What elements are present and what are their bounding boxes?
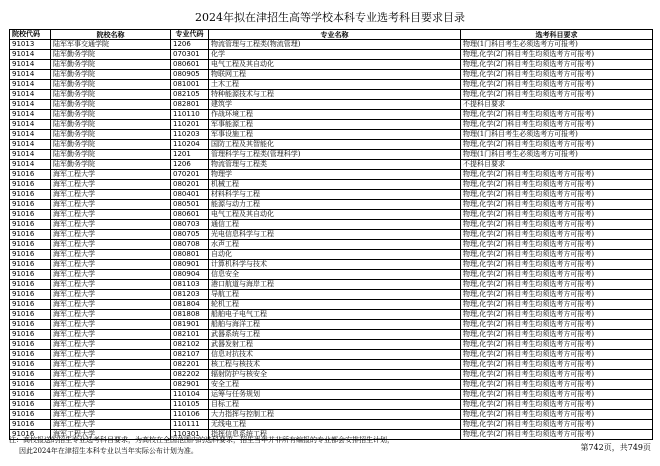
table-row <box>10 370 653 380</box>
cell-subject-requirement: 不提科目要求 <box>461 100 653 110</box>
cell-major-name: 辐射防护与核安全 <box>209 370 461 380</box>
cell-subject-requirement: 物理,化学(2门科目考生均须选考方可报考) <box>461 390 653 400</box>
cell-institution-name: 海军工程大学 <box>51 210 171 220</box>
cell-major-code: 110110 <box>171 110 209 120</box>
table-row <box>10 350 653 360</box>
cell-institution-code: 91016 <box>10 300 51 310</box>
cell-institution-code: 91016 <box>10 250 51 260</box>
cell-institution-name: 海军工程大学 <box>51 340 171 350</box>
cell-institution-code: 91016 <box>10 340 51 350</box>
cell-institution-code: 91016 <box>10 170 51 180</box>
cell-major-code: 1206 <box>171 160 209 170</box>
cell-subject-requirement: 物理,化学(2门科目考生均须选考方可报考) <box>461 60 653 70</box>
cell-major-name: 水声工程 <box>209 240 461 250</box>
cell-subject-requirement: 物理,化学(2门科目考生均须选考方可报考) <box>461 50 653 60</box>
cell-institution-name: 海军工程大学 <box>51 360 171 370</box>
cell-institution-code: 91016 <box>10 190 51 200</box>
cell-major-code: 1206 <box>171 40 209 50</box>
cell-major-name: 核工程与核技术 <box>209 360 461 370</box>
cell-subject-requirement: 物理,化学(2门科目考生均须选考方可报考) <box>461 330 653 340</box>
cell-major-name: 自动化 <box>209 250 461 260</box>
header-subject-requirement: 选考科目要求 <box>461 30 653 40</box>
cell-institution-name: 陆军勤务学院 <box>51 70 171 80</box>
cell-institution-code: 91016 <box>10 390 51 400</box>
cell-institution-code: 91016 <box>10 380 51 390</box>
cell-institution-name: 陆军勤务学院 <box>51 150 171 160</box>
cell-major-code: 082102 <box>171 340 209 350</box>
cell-major-code: 081901 <box>171 320 209 330</box>
cell-major-code: 110201 <box>171 120 209 130</box>
table-row <box>10 220 653 230</box>
cell-major-name: 轮机工程 <box>209 300 461 310</box>
cell-major-name: 计算机科学与技术 <box>209 260 461 270</box>
cell-subject-requirement: 物理,化学(2门科目考生均须选考方可报考) <box>461 250 653 260</box>
table-row <box>10 130 653 140</box>
table-row <box>10 320 653 330</box>
cell-major-code: 081804 <box>171 300 209 310</box>
cell-subject-requirement: 物理,化学(2门科目考生均须选考方可报考) <box>461 120 653 130</box>
cell-major-name: 运筹与任务规划 <box>209 390 461 400</box>
cell-major-name: 材料科学与工程 <box>209 190 461 200</box>
cell-institution-name: 海军工程大学 <box>51 380 171 390</box>
cell-institution-code: 91014 <box>10 80 51 90</box>
cell-major-name: 物流管理与工程类(物流管理) <box>209 40 461 50</box>
cell-major-code: 080904 <box>171 270 209 280</box>
cell-major-code: 082107 <box>171 350 209 360</box>
cell-subject-requirement: 物理,化学(2门科目考生均须选考方可报考) <box>461 200 653 210</box>
cell-institution-code: 91016 <box>10 310 51 320</box>
table-row <box>10 360 653 370</box>
cell-subject-requirement: 物理,化学(2门科目考生均须选考方可报考) <box>461 350 653 360</box>
cell-subject-requirement: 物理,化学(2门科目考生均须选考方可报考) <box>461 220 653 230</box>
cell-institution-code: 91016 <box>10 350 51 360</box>
cell-institution-code: 91016 <box>10 410 51 420</box>
cell-institution-name: 海军工程大学 <box>51 290 171 300</box>
cell-subject-requirement: 物理,化学(2门科目考生均须选考方可报考) <box>461 280 653 290</box>
cell-institution-name: 陆军勤务学院 <box>51 160 171 170</box>
table-row <box>10 70 653 80</box>
cell-subject-requirement: 物理,化学(2门科目考生均须选考方可报考) <box>461 180 653 190</box>
cell-major-name: 物理学 <box>209 170 461 180</box>
cell-major-name: 国防工程及其智能化 <box>209 140 461 150</box>
cell-subject-requirement: 物理(1门科目考生必须选考方可报考) <box>461 130 653 140</box>
table-row <box>10 270 653 280</box>
cell-institution-code: 91016 <box>10 270 51 280</box>
cell-major-code: 080401 <box>171 190 209 200</box>
cell-institution-name: 陆军勤务学院 <box>51 140 171 150</box>
cell-major-name: 光电信息科学与工程 <box>209 230 461 240</box>
cell-institution-code: 91014 <box>10 120 51 130</box>
header-institution-code: 院校代码 <box>10 30 51 40</box>
cell-major-code: 080201 <box>171 180 209 190</box>
cell-institution-name: 海军工程大学 <box>51 230 171 240</box>
cell-institution-code: 91014 <box>10 90 51 100</box>
cell-major-name: 武器系统与工程 <box>209 330 461 340</box>
cell-institution-name: 海军工程大学 <box>51 260 171 270</box>
cell-subject-requirement: 物理,化学(2门科目考生均须选考方可报考) <box>461 420 653 430</box>
cell-major-name: 能源与动力工程 <box>209 200 461 210</box>
cell-subject-requirement: 物理(1门科目考生必须选考方可报考) <box>461 40 653 50</box>
table-row <box>10 300 653 310</box>
cell-major-code: 082901 <box>171 380 209 390</box>
cell-institution-code: 91016 <box>10 370 51 380</box>
cell-major-name: 港口航道与海岸工程 <box>209 280 461 290</box>
table-header-row <box>10 30 653 40</box>
cell-institution-name: 海军工程大学 <box>51 370 171 380</box>
cell-institution-code: 91016 <box>10 200 51 210</box>
cell-major-name: 军事设施工程 <box>209 130 461 140</box>
cell-major-name: 武器发射工程 <box>209 340 461 350</box>
cell-major-code: 110105 <box>171 400 209 410</box>
cell-institution-name: 海军工程大学 <box>51 300 171 310</box>
table-row <box>10 200 653 210</box>
cell-major-name: 信息对抗技术 <box>209 350 461 360</box>
cell-institution-code: 91016 <box>10 330 51 340</box>
cell-subject-requirement: 物理,化学(2门科目考生均须选考方可报考) <box>461 90 653 100</box>
cell-institution-name: 海军工程大学 <box>51 220 171 230</box>
table-row <box>10 140 653 150</box>
cell-subject-requirement: 物理,化学(2门科目考生均须选考方可报考) <box>461 270 653 280</box>
cell-institution-code: 91014 <box>10 70 51 80</box>
cell-major-name: 物流管理与工程类 <box>209 160 461 170</box>
cell-institution-code: 91013 <box>10 40 51 50</box>
cell-institution-name: 海军工程大学 <box>51 350 171 360</box>
cell-subject-requirement: 物理,化学(2门科目考生均须选考方可报考) <box>461 240 653 250</box>
cell-major-code: 081203 <box>171 290 209 300</box>
table-row <box>10 150 653 160</box>
table-row <box>10 190 653 200</box>
cell-major-code: 110204 <box>171 140 209 150</box>
cell-major-code: 080501 <box>171 200 209 210</box>
cell-subject-requirement: 物理,化学(2门科目考生均须选考方可报考) <box>461 290 653 300</box>
cell-institution-name: 海军工程大学 <box>51 190 171 200</box>
cell-major-name: 大力指挥与控制工程 <box>209 410 461 420</box>
cell-subject-requirement: 物理,化学(2门科目考生均须选考方可报考) <box>461 170 653 180</box>
table-row <box>10 90 653 100</box>
cell-institution-name: 海军工程大学 <box>51 310 171 320</box>
cell-major-code: 1201 <box>171 150 209 160</box>
cell-major-name: 特种能源技术与工程 <box>209 90 461 100</box>
cell-institution-name: 海军工程大学 <box>51 400 171 410</box>
cell-institution-name: 陆军勤务学院 <box>51 110 171 120</box>
cell-major-code: 080703 <box>171 220 209 230</box>
cell-institution-code: 91016 <box>10 210 51 220</box>
table-row <box>10 280 653 290</box>
cell-major-code: 110106 <box>171 410 209 420</box>
table-row <box>10 410 653 420</box>
cell-subject-requirement: 物理(1门科目考生必须选考方可报考) <box>461 150 653 160</box>
footnote-line-1: 注：高校报送的招生专业选考科目要求，为高校在全国范围内的选科要求，招生当年并非所有编报的专业都会安排招生计划， <box>9 436 394 444</box>
cell-subject-requirement: 物理,化学(2门科目考生均须选考方可报考) <box>461 410 653 420</box>
cell-major-name: 土木工程 <box>209 80 461 90</box>
cell-subject-requirement: 物理,化学(2门科目考生均须选考方可报考) <box>461 190 653 200</box>
cell-major-code: 080705 <box>171 230 209 240</box>
cell-institution-code: 91016 <box>10 280 51 290</box>
cell-major-code: 080601 <box>171 60 209 70</box>
cell-major-name: 通信工程 <box>209 220 461 230</box>
cell-institution-name: 海军工程大学 <box>51 270 171 280</box>
cell-major-name: 无线电工程 <box>209 420 461 430</box>
cell-major-code: 110203 <box>171 130 209 140</box>
cell-major-code: 080801 <box>171 250 209 260</box>
cell-institution-code: 91014 <box>10 140 51 150</box>
cell-major-name: 目标工程 <box>209 400 461 410</box>
table-row <box>10 390 653 400</box>
table-row <box>10 380 653 390</box>
cell-institution-name: 海军工程大学 <box>51 390 171 400</box>
cell-major-name: 作战环境工程 <box>209 110 461 120</box>
table-row <box>10 340 653 350</box>
cell-major-code: 082202 <box>171 370 209 380</box>
table-row <box>10 240 653 250</box>
cell-major-name: 建筑学 <box>209 100 461 110</box>
table-row <box>10 180 653 190</box>
cell-major-code: 080905 <box>171 70 209 80</box>
cell-institution-name: 海军工程大学 <box>51 280 171 290</box>
table-row <box>10 250 653 260</box>
cell-major-name: 物联网工程 <box>209 70 461 80</box>
table-row <box>10 80 653 90</box>
cell-institution-name: 陆军勤务学院 <box>51 130 171 140</box>
cell-institution-name: 陆军勤务学院 <box>51 90 171 100</box>
table-row <box>10 330 653 340</box>
cell-institution-name: 陆军勤务学院 <box>51 100 171 110</box>
cell-institution-code: 91016 <box>10 320 51 330</box>
cell-major-code: 080601 <box>171 210 209 220</box>
cell-institution-name: 海军工程大学 <box>51 420 171 430</box>
cell-major-code: 080708 <box>171 240 209 250</box>
table-row <box>10 160 653 170</box>
cell-institution-name: 陆军勤务学院 <box>51 120 171 130</box>
cell-subject-requirement: 物理,化学(2门科目考生均须选考方可报考) <box>461 140 653 150</box>
cell-institution-code: 91016 <box>10 420 51 430</box>
cell-major-name: 指挥信息系统工程 <box>209 430 461 440</box>
cell-institution-name: 海军工程大学 <box>51 330 171 340</box>
table-row <box>10 420 653 430</box>
cell-institution-code: 91014 <box>10 110 51 120</box>
table-row <box>10 310 653 320</box>
cell-major-code: 081808 <box>171 310 209 320</box>
cell-major-name: 管理科学与工程类(管理科学) <box>209 150 461 160</box>
cell-institution-code: 91014 <box>10 130 51 140</box>
cell-institution-name: 海军工程大学 <box>51 240 171 250</box>
cell-subject-requirement: 物理,化学(2门科目考生均须选考方可报考) <box>461 340 653 350</box>
table-row <box>10 170 653 180</box>
header-major-name: 专业名称 <box>209 30 461 40</box>
footnote-line-2: 因此2024年在津招生本科专业以当年实际公布计划为准。 <box>19 447 198 455</box>
cell-major-name: 船舶与海洋工程 <box>209 320 461 330</box>
cell-subject-requirement: 不提科目要求 <box>461 160 653 170</box>
cell-major-code: 082105 <box>171 90 209 100</box>
table-row <box>10 230 653 240</box>
header-institution-name: 院校名称 <box>51 30 171 40</box>
cell-major-code: 070201 <box>171 170 209 180</box>
cell-major-code: 110301 <box>171 430 209 440</box>
table-row <box>10 50 653 60</box>
cell-institution-code: 91016 <box>10 230 51 240</box>
cell-major-name: 军事能源工程 <box>209 120 461 130</box>
cell-major-code: 082201 <box>171 360 209 370</box>
cell-institution-code: 91016 <box>10 290 51 300</box>
cell-subject-requirement: 物理,化学(2门科目考生均须选考方可报考) <box>461 430 653 440</box>
cell-subject-requirement: 物理,化学(2门科目考生均须选考方可报考) <box>461 260 653 270</box>
table-body <box>10 40 653 440</box>
cell-institution-code: 91016 <box>10 220 51 230</box>
cell-institution-code: 91016 <box>10 400 51 410</box>
cell-major-code: 082801 <box>171 100 209 110</box>
cell-major-name: 电气工程及其自动化 <box>209 60 461 70</box>
cell-institution-name: 海军工程大学 <box>51 410 171 420</box>
cell-subject-requirement: 物理,化学(2门科目考生均须选考方可报考) <box>461 310 653 320</box>
cell-institution-name: 海军工程大学 <box>51 250 171 260</box>
cell-major-code: 081001 <box>171 80 209 90</box>
cell-major-name: 电气工程及其自动化 <box>209 210 461 220</box>
cell-major-code: 082101 <box>171 330 209 340</box>
table-row <box>10 100 653 110</box>
cell-institution-name: 海军工程大学 <box>51 320 171 330</box>
cell-institution-code: 91014 <box>10 150 51 160</box>
cell-institution-name: 海军工程大学 <box>51 200 171 210</box>
cell-institution-code: 91016 <box>10 430 51 440</box>
cell-major-code: 081103 <box>171 280 209 290</box>
cell-institution-code: 91016 <box>10 360 51 370</box>
cell-subject-requirement: 物理,化学(2门科目考生均须选考方可报考) <box>461 320 653 330</box>
cell-subject-requirement: 物理,化学(2门科目考生均须选考方可报考) <box>461 80 653 90</box>
cell-subject-requirement: 物理,化学(2门科目考生均须选考方可报考) <box>461 210 653 220</box>
cell-subject-requirement: 物理,化学(2门科目考生均须选考方可报考) <box>461 110 653 120</box>
cell-institution-name: 陆军军事交通学院 <box>51 40 171 50</box>
cell-major-code: 110104 <box>171 390 209 400</box>
page-number: 第742页，共749页 <box>580 443 651 452</box>
cell-subject-requirement: 物理,化学(2门科目考生均须选考方可报考) <box>461 300 653 310</box>
cell-institution-name: 海军工程大学 <box>51 180 171 190</box>
cell-institution-code: 91016 <box>10 240 51 250</box>
cell-institution-name: 陆军勤务学院 <box>51 50 171 60</box>
cell-major-name: 机械工程 <box>209 180 461 190</box>
cell-subject-requirement: 物理,化学(2门科目考生均须选考方可报考) <box>461 230 653 240</box>
cell-subject-requirement: 物理,化学(2门科目考生均须选考方可报考) <box>461 70 653 80</box>
table-row <box>10 210 653 220</box>
cell-major-name: 导航工程 <box>209 290 461 300</box>
cell-major-code: 080901 <box>171 260 209 270</box>
cell-institution-code: 91016 <box>10 180 51 190</box>
cell-subject-requirement: 物理,化学(2门科目考生均须选考方可报考) <box>461 370 653 380</box>
cell-subject-requirement: 物理,化学(2门科目考生均须选考方可报考) <box>461 380 653 390</box>
cell-subject-requirement: 物理,化学(2门科目考生均须选考方可报考) <box>461 400 653 410</box>
cell-major-name: 信息安全 <box>209 270 461 280</box>
cell-institution-code: 91014 <box>10 160 51 170</box>
cell-major-name: 安全工程 <box>209 380 461 390</box>
cell-institution-name: 海军工程大学 <box>51 170 171 180</box>
cell-institution-name: 陆军勤务学院 <box>51 60 171 70</box>
cell-institution-code: 91014 <box>10 50 51 60</box>
page-title: 2024年拟在津招生高等学校本科专业选考科目要求目录 <box>195 11 465 24</box>
header-major-code: 专业代码 <box>171 30 209 40</box>
cell-institution-name: 陆军勤务学院 <box>51 80 171 90</box>
table-row <box>10 60 653 70</box>
cell-subject-requirement: 物理,化学(2门科目考生均须选考方可报考) <box>461 360 653 370</box>
table-row <box>10 260 653 270</box>
table-row <box>10 290 653 300</box>
cell-institution-code: 91016 <box>10 260 51 270</box>
cell-major-code: 110111 <box>171 420 209 430</box>
requirements-table <box>9 29 653 440</box>
cell-institution-name: 海军工程大学 <box>51 430 171 440</box>
cell-major-code: 070301 <box>171 50 209 60</box>
cell-major-name: 化学 <box>209 50 461 60</box>
cell-institution-code: 91014 <box>10 100 51 110</box>
table-row <box>10 120 653 130</box>
table-row <box>10 40 653 50</box>
cell-institution-code: 91014 <box>10 60 51 70</box>
cell-major-name: 船舶电子电气工程 <box>209 310 461 320</box>
table-row <box>10 110 653 120</box>
table-row <box>10 400 653 410</box>
